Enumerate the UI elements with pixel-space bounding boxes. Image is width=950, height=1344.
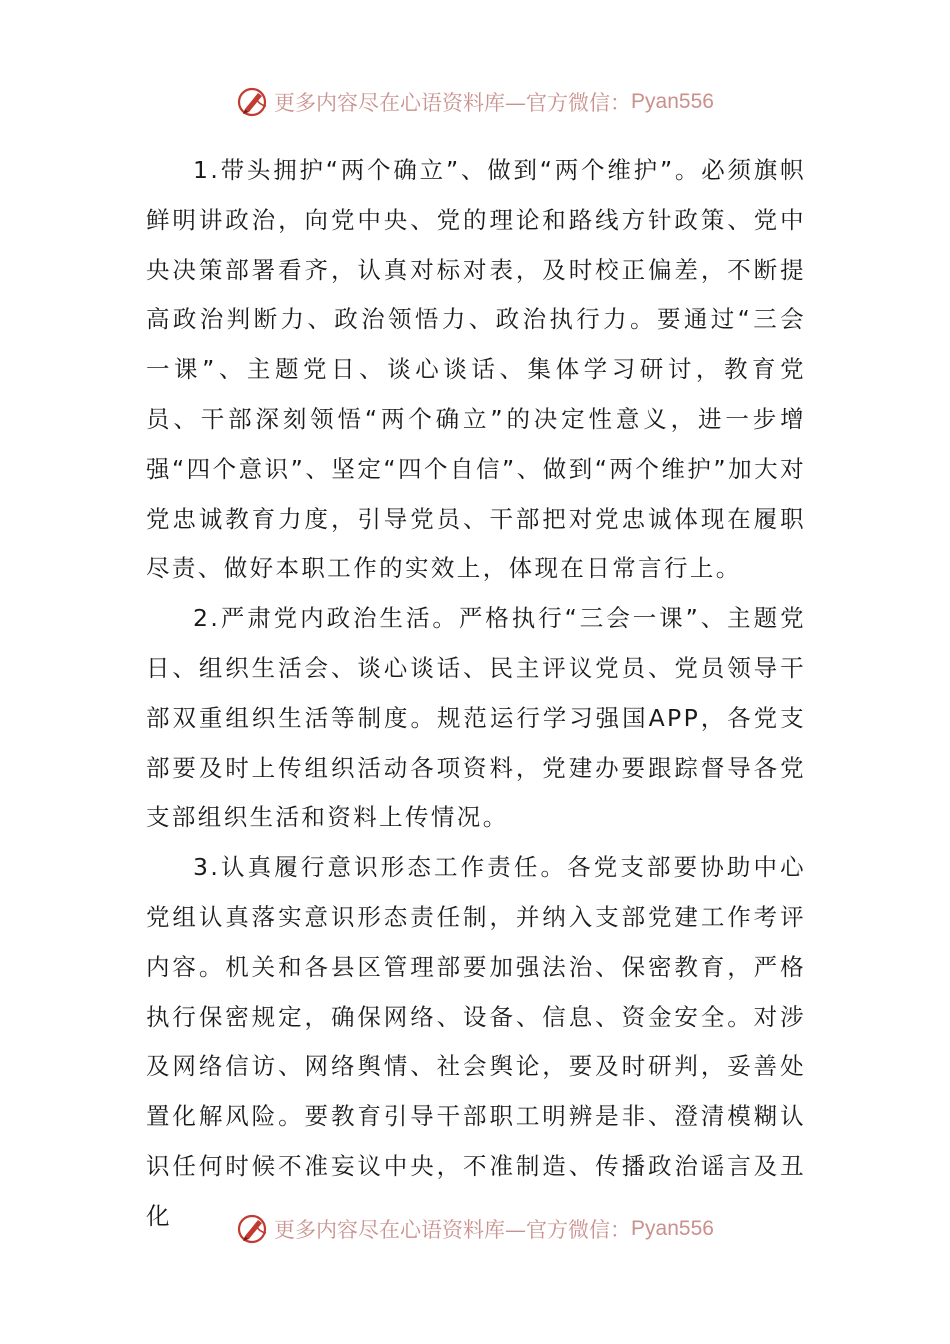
watermark-wechat-id: Pyan556 — [631, 1217, 714, 1240]
pen-logo-icon — [236, 1212, 270, 1246]
pen-logo-icon — [236, 85, 270, 119]
paragraph-3: 3.认真履行意识形态工作责任。各党支部要协助中心党组认真落实意识形态责任制，并纳入支部党建工作考评内容。机关和各县区管理部要加强法治、保密教育，严格执行保密规定，确保网络、设备、信息、资金安全。对涉及网络信访、网络舆情、社会舆论，要及时研判，妥善处置化解风险。要教育引导干部职工明辨是非、澄清模糊认识任何时候不准妄议中央，不准制造、传播政治谣言及丑化 — [146, 853, 806, 1230]
paragraph-1: 1.带头拥护“两个确立”、做到“两个维护”。必须旗帜鲜明讲政治，向党中央、党的理论和路线方针政策、党中央决策部署看齐，认真对标对表，及时校正偏差，不断提高政治判断力、政治领悟力、政治执行力。要通过“三会一课”、主题党日、谈心谈话、集体学习研讨，教育党员、干部深刻领悟“两个确立”的决定性意义，进一步增强“四个意识”、坚定“四个自信”、做到“两个维护”加大对党忠诚教育力度，引导党员、干部把对党忠诚体现在履职尽责、做好本职工作的实效上，体现在日常言行上。 — [146, 156, 806, 583]
watermark-text: 更多内容尽在心语资料库—官方微信： — [274, 1218, 632, 1242]
watermark-wechat-id: Pyan556 — [631, 90, 714, 113]
watermark-footer — [0, 1209, 950, 1249]
watermark-text: 更多内容尽在心语资料库—官方微信： — [274, 91, 632, 115]
document-body — [146, 146, 806, 1242]
watermark-header — [0, 82, 950, 122]
paragraph-2: 2.严肃党内政治生活。严格执行“三会一课”、主题党日、组织生活会、谈心谈话、民主评议党员、党员领导干部双重组织生活等制度。规范运行学习强国APP，各党支部要及时上传组织活动各项资料，党建办要跟踪督导各党支部组织生活和资料上传情况。 — [146, 604, 806, 832]
